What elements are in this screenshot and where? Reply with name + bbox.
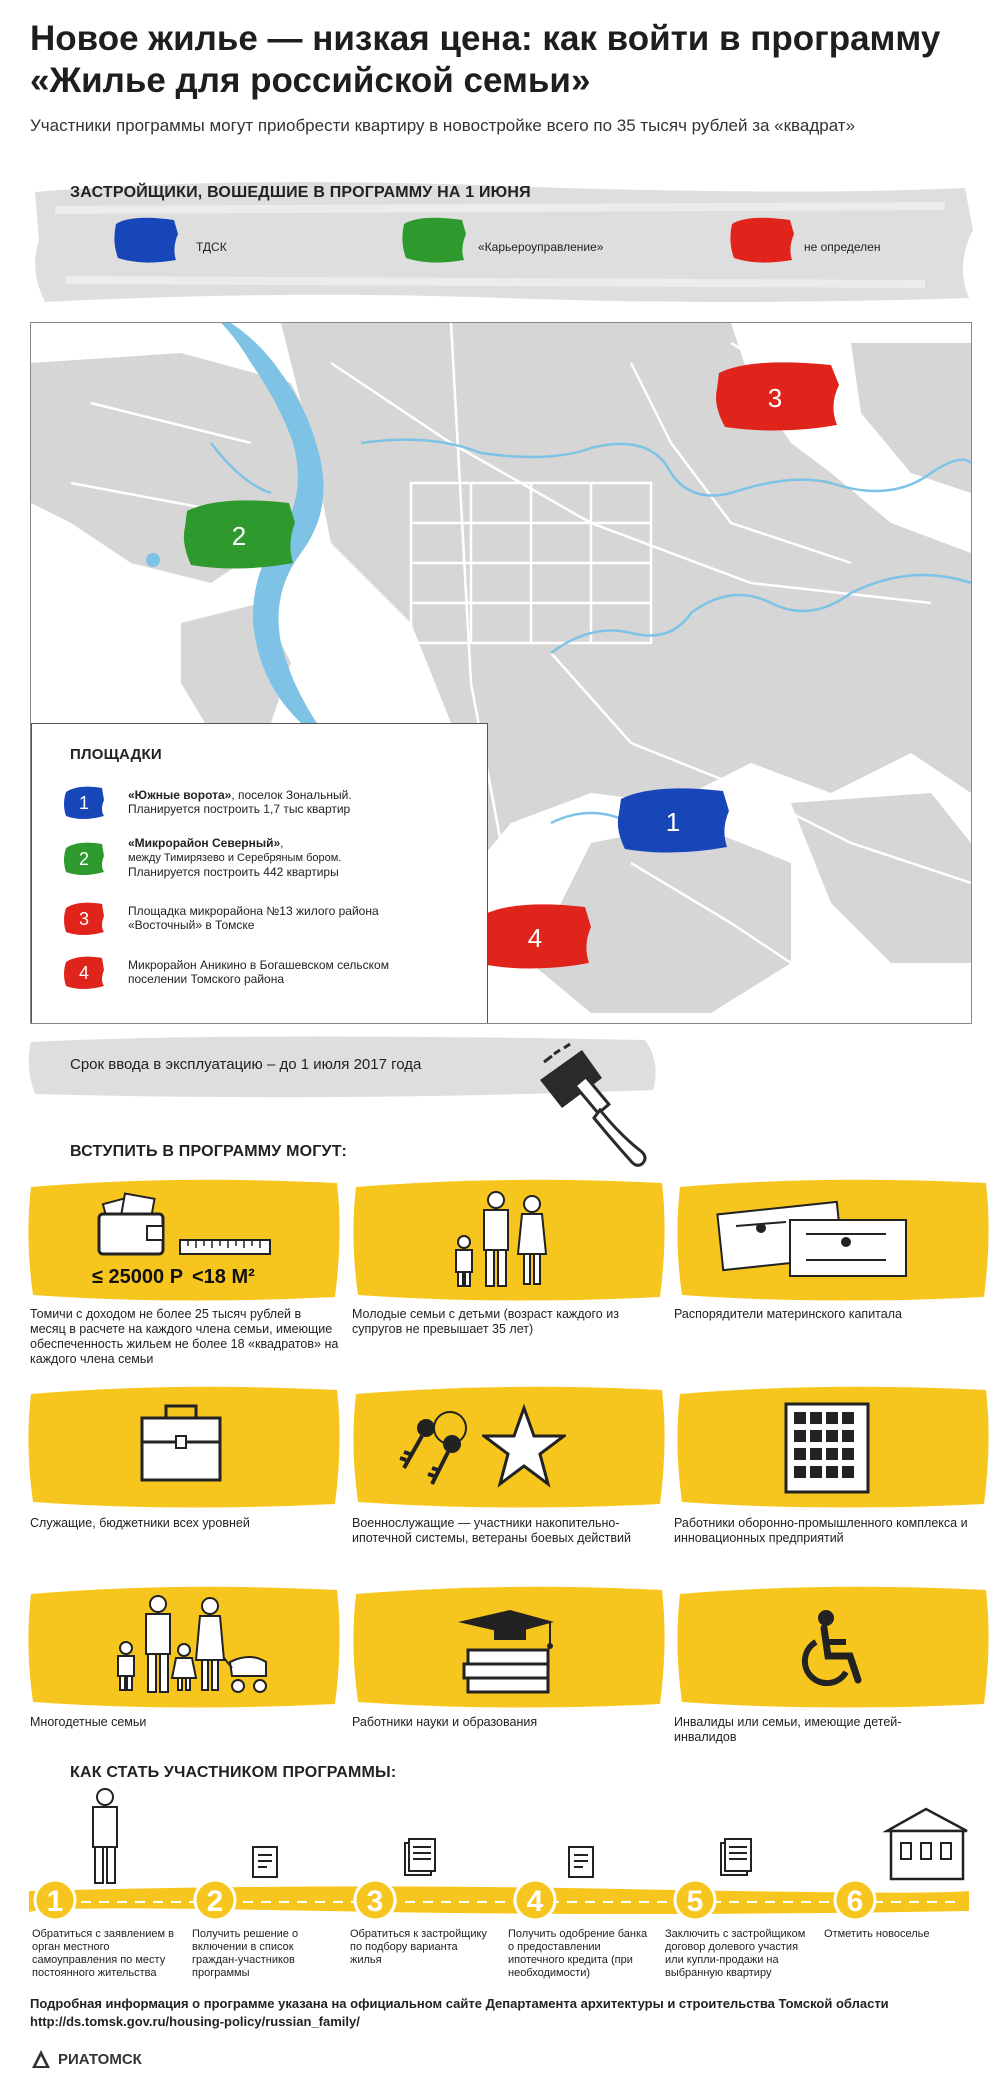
ruler-icon <box>178 1236 274 1258</box>
site-badge-3 <box>62 900 106 936</box>
site-1-line2: Планируется построить 1,7 тыс квартир <box>128 802 351 816</box>
deadline-text: Срок ввода в эксплуатацию – до 1 июля 2017 года <box>70 1056 422 1073</box>
map-marker-3-label: 3 <box>767 383 783 413</box>
map-marker-4-label: 4 <box>527 923 543 953</box>
legend-label-karier: «Карьероуправление» <box>478 240 604 254</box>
young-family-icon <box>450 1188 560 1298</box>
step-circle-1 <box>35 1880 75 1920</box>
svg-text:2: 2 <box>206 1885 224 1918</box>
site-row-4 <box>62 954 389 990</box>
step-text-5: Заключить с застройщиком договор долевого участия или купли-продажи на выбранную квартиру <box>665 1928 806 1979</box>
svg-text:5: 5 <box>686 1885 704 1918</box>
legend-label-undefined: не определен <box>804 240 881 254</box>
map-marker-1-label: 1 <box>665 807 681 837</box>
card-text-9: Инвалиды или семьи, имеющие детей-инвалидов <box>674 1715 902 1744</box>
step-text-3: Обратиться к застройщику по подбору варианта жилья <box>350 1928 487 1966</box>
site-1-name: «Южные ворота» <box>128 788 232 802</box>
svg-text:2: 2 <box>78 848 90 869</box>
site-badge-4 <box>62 954 106 990</box>
wallet-icon <box>95 1190 175 1260</box>
card-text-5: Военнослужащие — участники накопительно-ипотечной системы, ветераны боевых действий <box>352 1516 631 1545</box>
site-row-1 <box>62 784 352 820</box>
map-marker-4[interactable] <box>475 897 595 973</box>
site-row-2 <box>62 836 341 879</box>
step-text-1: Обратиться с заявлением в орган местного самоуправления по месту постоянного жительства <box>32 1928 174 1979</box>
svg-text:3: 3 <box>366 1885 384 1918</box>
step-circle-2 <box>195 1880 235 1920</box>
step-text-2: Получить решение о включении в список граждан-участников программы <box>192 1928 299 1979</box>
eligible-heading: ВСТУПИТЬ В ПРОГРАММУ МОГУТ: <box>70 1143 347 1160</box>
step-circle-6 <box>835 1880 875 1920</box>
star-icon <box>482 1404 566 1488</box>
area-limit-label: <18 М² <box>192 1266 255 1288</box>
document-icon-5 <box>721 1839 751 1875</box>
map-marker-3[interactable] <box>711 355 843 435</box>
map-marker-1[interactable] <box>613 781 733 857</box>
card-text-7: Многодетные семьи <box>30 1715 147 1729</box>
page-subtitle: Участники программы могут приобрести квартиру в новостройке всего по 35 тысяч рублей за «квадрат» <box>30 116 856 135</box>
books-cap-icon <box>450 1608 560 1700</box>
page-title: Новое жилье — низкая цена: как войти в программу «Жилье для российской семьи» <box>30 19 941 100</box>
certificate-icon <box>716 1198 916 1288</box>
step-text-4: Получить одобрение банка о предоставлении ипотечного кредита (при необходимости) <box>508 1928 648 1979</box>
legend-swatch-tdsk <box>112 214 180 264</box>
map-marker-2-label: 2 <box>231 521 247 551</box>
legend-swatch-undefined <box>728 214 796 264</box>
site-4-line2: поселении Томского района <box>128 972 285 986</box>
svg-text:4: 4 <box>526 1885 544 1918</box>
svg-text:1: 1 <box>46 1885 64 1918</box>
site-badge-1 <box>62 784 106 820</box>
card-text-3: Распорядители материнского капитала <box>674 1307 902 1321</box>
step-circle-4 <box>515 1880 555 1920</box>
svg-text:4: 4 <box>78 963 90 983</box>
site-2-line2: между Тимирязево и Серебряным бором. <box>128 852 342 864</box>
map-panel[interactable] <box>30 322 972 1024</box>
income-limit-label: ≤ 25000 Р <box>92 1266 184 1288</box>
steps-heading: КАК СТАТЬ УЧАСТНИКОМ ПРОГРАММЫ: <box>70 1764 397 1781</box>
card-text-4: Служащие, бюджетники всех уровней <box>30 1516 250 1530</box>
paint-brush-icon <box>530 1040 660 1170</box>
step-text-6: Отметить новоселье <box>824 1928 930 1940</box>
card-text-6: Работники оборонно-промышленного комплекса и инновационных предприятий <box>674 1516 968 1545</box>
house-icon <box>887 1809 967 1879</box>
site-2-name: «Микрорайон Северный» <box>128 836 281 850</box>
keys-icon <box>392 1408 472 1488</box>
document-icon-2 <box>253 1847 277 1877</box>
document-icon-3 <box>405 1839 435 1875</box>
step-circle-5 <box>675 1880 715 1920</box>
site-3-line2: «Восточный» в Томске <box>128 918 255 932</box>
site-2-line1: , <box>280 836 284 850</box>
site-3-line1: Площадка микрорайона №13 жилого района <box>128 904 379 918</box>
site-1-line1: , поселок Зональный. <box>231 788 352 802</box>
ria-logo <box>30 2048 142 2070</box>
site-4-line1: Микрорайон Аникино в Богашевском сельском <box>128 958 389 972</box>
applicant-icon <box>93 1789 117 1883</box>
building-grid-icon <box>782 1400 872 1496</box>
legend-swatch-karier <box>400 214 468 264</box>
developers-heading: ЗАСТРОЙЩИКИ, ВОШЕДШИЕ В ПРОГРАММУ НА 1 ИЮНЯ <box>70 184 531 201</box>
site-2-line3: Планируется построить 442 квартиры <box>128 865 339 879</box>
step-circle-3 <box>355 1880 395 1920</box>
ria-logo-icon <box>30 2048 52 2070</box>
card-text-2: Молодые семьи с детьми (возраст каждого из супругов не превышает 35 лет) <box>352 1307 619 1336</box>
footer-info: Подробная информация о программе указана на официальном сайте Департамента архитектуры и строительства Томской области <box>30 1996 889 2011</box>
map-marker-2[interactable] <box>179 493 299 573</box>
svg-text:6: 6 <box>846 1885 864 1918</box>
ria-logo-text: РИАТОМСК <box>58 2050 142 2068</box>
site-row-3 <box>62 900 379 936</box>
document-icon-4 <box>569 1847 593 1877</box>
large-family-icon <box>110 1592 280 1702</box>
legend-label-tdsk: ТДСК <box>196 240 227 254</box>
wheelchair-icon <box>794 1608 874 1698</box>
svg-text:1: 1 <box>78 793 90 813</box>
footer-url[interactable]: http://ds.tomsk.gov.ru/housing-policy/russian_family/ <box>30 2014 360 2029</box>
sites-heading: ПЛОЩАДКИ <box>70 746 162 763</box>
briefcase-icon <box>138 1402 224 1486</box>
svg-text:3: 3 <box>78 909 90 929</box>
card-text-1: Томичи с доходом не более 25 тысяч рублей в месяц в расчете на каждого члена семьи, имеющие обеспеченность жильем не более 18 «квадратов» на каждого члена семьи <box>30 1307 339 1366</box>
card-text-8: Работники науки и образования <box>352 1715 538 1729</box>
site-badge-2 <box>62 840 106 876</box>
sites-legend <box>31 723 488 1024</box>
steps-timeline <box>25 1785 975 1925</box>
